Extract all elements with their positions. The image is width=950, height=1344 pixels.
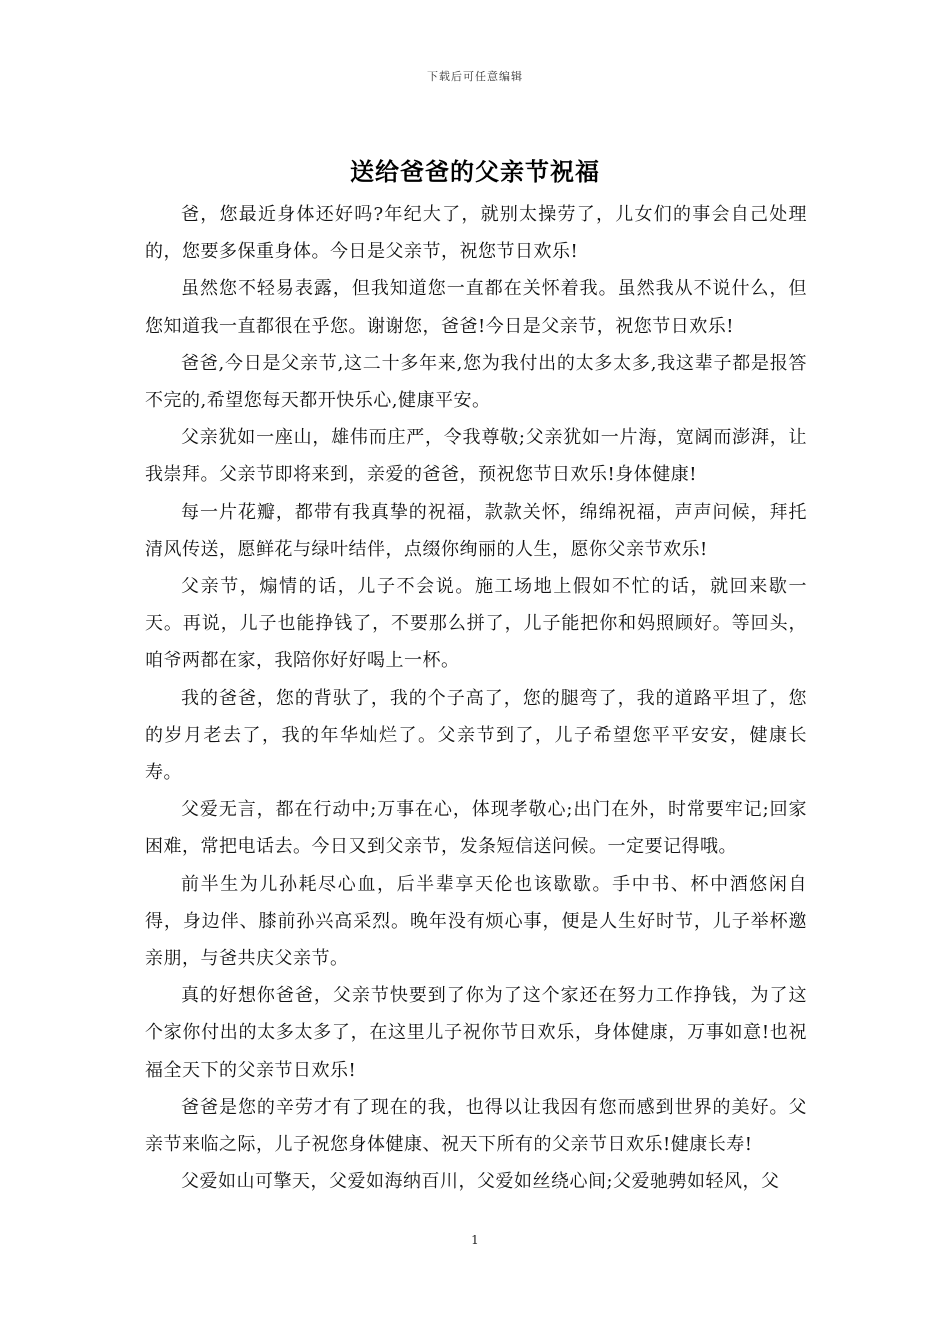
document-title: 送给爸爸的父亲节祝福	[350, 158, 600, 186]
paragraph: 爸，您最近身体还好吗?年纪大了，就别太操劳了，儿女们的事会自己处理的，您要多保重身体。今日是父亲节，祝您节日欢乐!	[145, 204, 807, 263]
paragraph: 虽然您不轻易表露，但我知道您一直都在关怀着我。虽然我从不说什么，但您知道我一直都很在乎您。谢谢您，爸爸!今日是父亲节，祝您节日欢乐!	[145, 278, 807, 337]
paragraph: 真的好想你爸爸，父亲节快要到了你为了这个家还在努力工作挣钱，为了这个家你付出的太多太多了，在这里儿子祝你节日欢乐，身体健康，万事如意!也祝福全天下的父亲节日欢乐!	[145, 985, 807, 1081]
paragraph: 父亲节，煽情的话，儿子不会说。施工场地上假如不忙的话，就回来歇一天。再说，儿子也能挣钱了，不要那么拼了，儿子能把你和妈照顾好。等回头，咱爷两都在家，我陪你好好喝上一杯。	[145, 576, 807, 672]
page-number: 1	[471, 1233, 479, 1247]
paragraph: 爸爸,今日是父亲节,这二十多年来,您为我付出的太多太多,我这辈子都是报答不完的,希望您每天都开快乐心,健康平安。	[145, 352, 807, 412]
paragraph: 父爱如山可擎天，父爱如海纳百川，父爱如丝绕心间;父爱驰骋如轻风，父	[181, 1171, 780, 1193]
paragraph: 爸爸是您的辛劳才有了现在的我，也得以让我因有您而感到世界的美好。父亲节来临之际，儿子祝您身体健康、祝天下所有的父亲节日欢乐!健康长寿!	[145, 1096, 807, 1156]
paragraph: 前半生为儿孙耗尽心血，后半辈享天伦也该歇歇。手中书、杯中酒悠闲自得，身边伴、膝前孙兴高采烈。晚年没有烦心事，便是人生好时节，儿子举杯邀亲朋，与爸共庆父亲节。	[145, 873, 807, 970]
header-note: 下载后可任意编辑	[427, 70, 523, 83]
paragraph: 父亲犹如一座山，雄伟而庄严，令我尊敬;父亲犹如一片海，宽阔而澎湃，让我崇拜。父亲节即将来到，亲爱的爸爸，预祝您节日欢乐!身体健康!	[145, 427, 807, 486]
paragraph: 每一片花瓣，都带有我真挚的祝福，款款关怀，绵绵祝福，声声问候，拜托清风传送，愿鲜花与绿叶结伴，点缀你绚丽的人生，愿你父亲节欢乐!	[145, 501, 807, 560]
paragraph: 父爱无言，都在行动中;万事在心，体现孝敬心;出门在外，时常要牢记;回家困难，常把电话去。今日又到父亲节，发条短信送问候。一定要记得哦。	[145, 799, 807, 858]
paragraph: 我的爸爸，您的背驮了，我的个子高了，您的腿弯了，我的道路平坦了，您的岁月老去了，我的年华灿烂了。父亲节到了，儿子希望您平平安安，健康长寿。	[145, 687, 807, 784]
document-body	[145, 196, 807, 1200]
